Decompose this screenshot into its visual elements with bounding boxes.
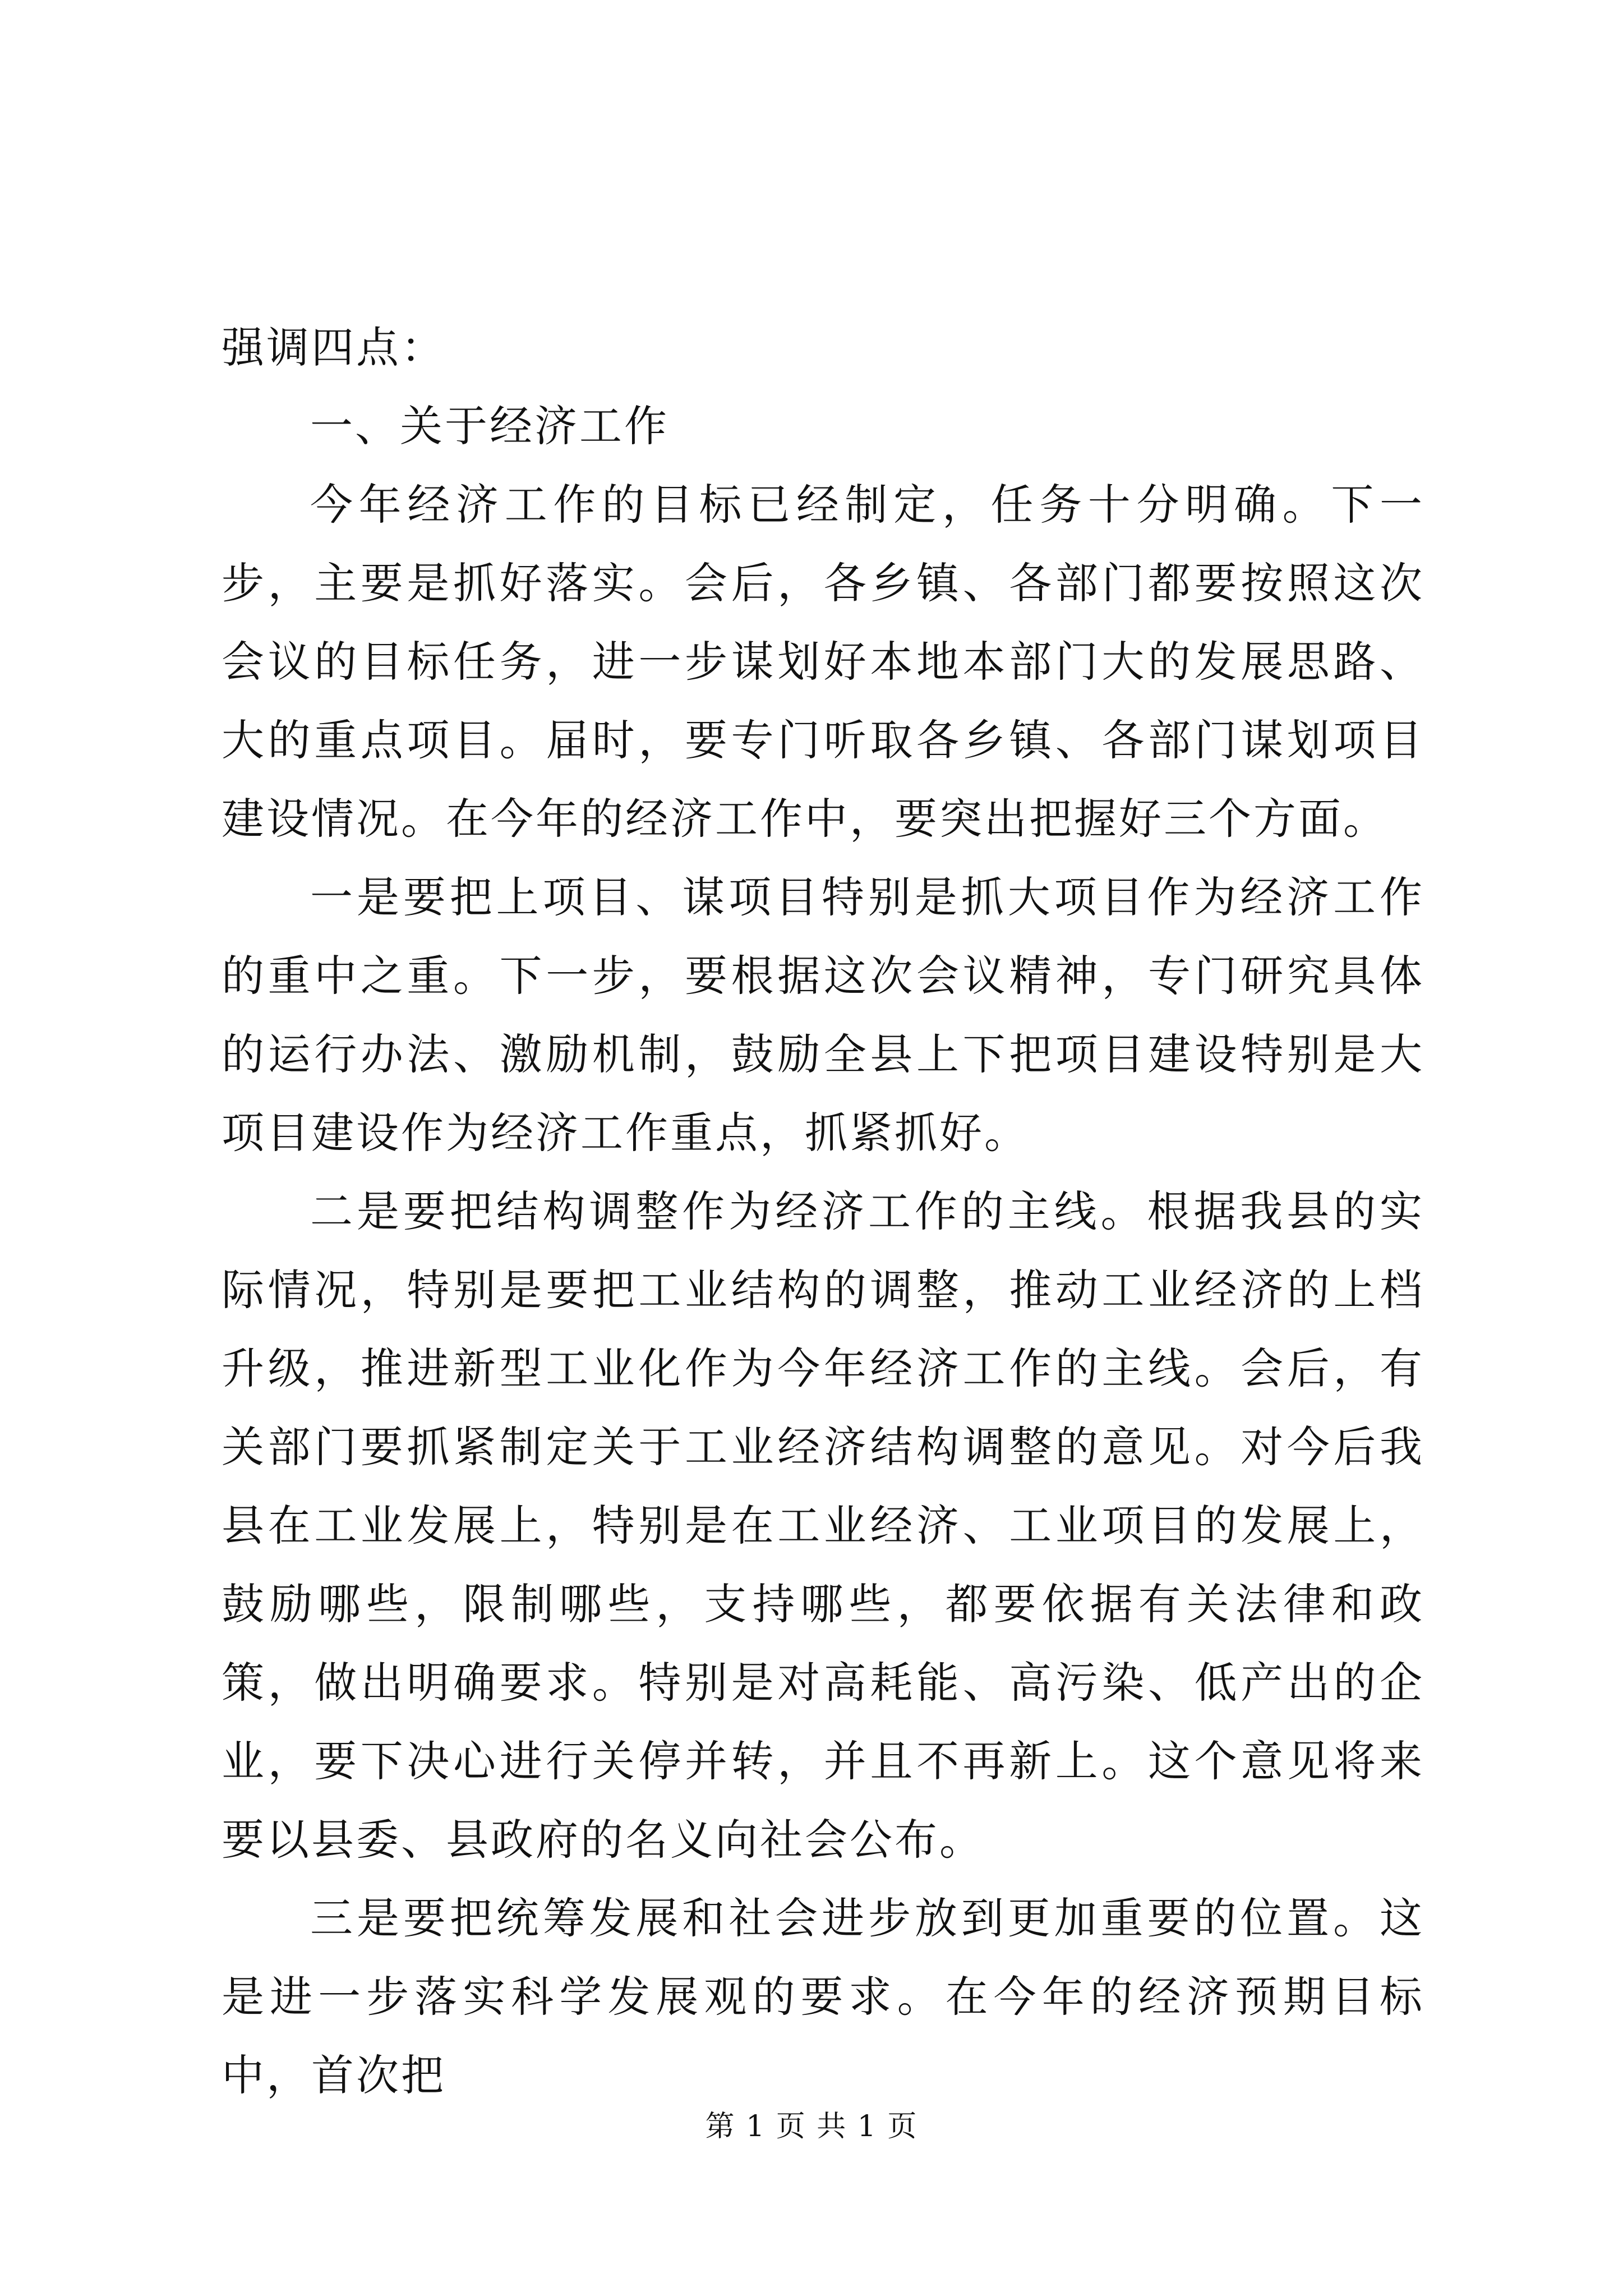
- paragraph-point-three: 三是要把统筹发展和社会进步放到更加重要的位置。这是进一步落实科学发展观的要求。在今年的经济预期目标中，首次把: [222, 1893, 1424, 2100]
- document-body: [222, 309, 1424, 2115]
- paragraph-intro: 强调四点：: [222, 323, 446, 372]
- page-footer: 第 1 页 共 1 页: [705, 2110, 918, 2143]
- paragraph-point-two: 二是要把结构调整作为经济工作的主线。根据我县的实际情况，特别是要把工业结构的调整，推动工业经济的上档升级，推进新型工业化作为今年经济工作的主线。会后，有关部门要抓紧制定关于工业经济结构调整的意见。对今后我县在工业发展上，特别是在工业经济、工业项目的发展上，鼓励哪些，限制哪些，支持哪些，都要依据有关法律和政策，做出明确要求。特别是对高耗能、高污染、低产出的企业，要下决心进行关停并转，并且不再新上。这个意见将来要以县委、县政府的名义向社会公布。: [222, 1186, 1424, 1865]
- paragraph-economic-goals: 今年经济工作的目标已经制定，任务十分明确。下一步，主要是抓好落实。会后，各乡镇、各部门都要按照这次会议的目标任务，进一步谋划好本地本部门大的发展思路、大的重点项目。届时，要专门听取各乡镇、各部门谋划项目建设情况。在今年的经济工作中，要突出把握好三个方面。: [222, 480, 1424, 844]
- paragraph-point-one: 一是要把上项目、谋项目特别是抓大项目作为经济工作的重中之重。下一步，要根据这次会议精神，专门研究具体的运行办法、激励机制，鼓励全县上下把项目建设特别是大项目建设作为经济工作重点，抓紧抓好。: [222, 872, 1424, 1158]
- section-heading: 一、关于经济工作: [310, 401, 669, 451]
